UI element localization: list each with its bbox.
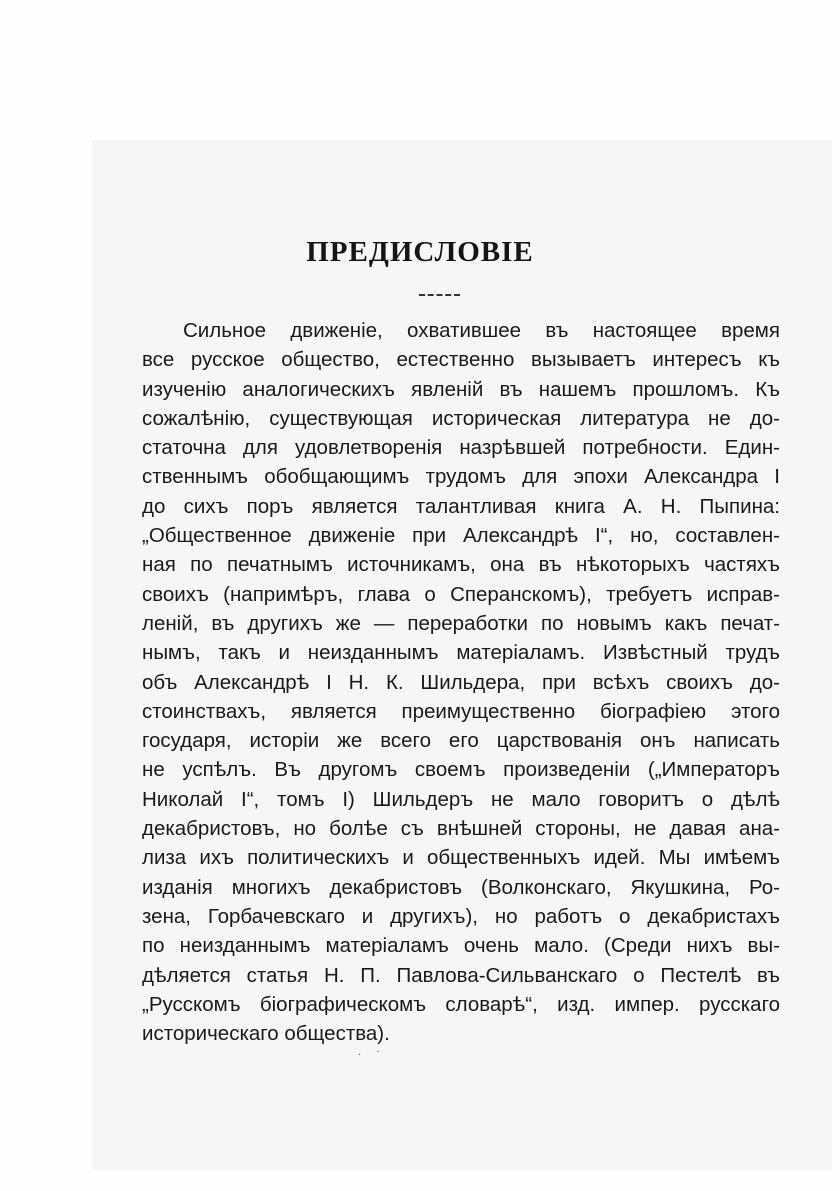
text-line: изученію аналогическихъ явленій въ нашемъ прошломъ. Къ [142, 377, 780, 401]
text-line: до сихъ поръ является талантливая книга А. Н. Пыпина: [142, 494, 780, 518]
text-line: изданія многихъ декабристовъ (Волконскаго, Якушкина, Ро- [142, 875, 780, 899]
text-line: зена, Горбачевскаго и другихъ), но работъ о декабристахъ [142, 904, 780, 928]
page-marks: . · [358, 1047, 386, 1058]
text-line: лиза ихъ политическихъ и общественныхъ идей. Мы имѣемъ [142, 846, 780, 870]
text-line: по неизданнымъ матеріаламъ очень мало. (Среди нихъ вы- [142, 934, 780, 958]
text-line: нымъ, такъ и неизданнымъ матеріаламъ. Извѣстный трудъ [142, 641, 780, 665]
text-line: „Русскомъ біографическомъ словарѣ“, изд. импер. русскаго [142, 992, 780, 1016]
text-line: леній, въ другихъ же — переработки по новымъ какъ печат- [142, 611, 780, 635]
text-line: все русское общество, естественно вызываетъ интересъ къ [142, 348, 780, 372]
text-line: дѣляется статья Н. П. Павлова-Сильванскаго о Пестелѣ въ [142, 963, 780, 987]
text-line: объ Александрѣ I Н. К. Шильдера, при всѣхъ своихъ до- [142, 670, 780, 694]
text-line: не успѣлъ. Въ другомъ своемъ произведеніи („Императоръ [142, 758, 780, 782]
text-line: сожалѣнію, существующая историческая литература не до- [142, 406, 780, 430]
text-line: Сильное движеніе, охватившее въ настоящее время [183, 319, 780, 342]
text-line: Николай I“, томъ I) Шильдеръ не мало говоритъ о дѣлѣ [142, 787, 780, 811]
text-line: государя, исторіи же всего его царствованія онъ написать [142, 729, 780, 753]
text-line: ная по печатнымъ источникамъ, она въ нѣкоторыхъ частяхъ [142, 553, 780, 577]
text-line: своихъ (напримѣръ, глава о Сперанскомъ), требуетъ исправ- [142, 582, 780, 606]
text-line: декабристовъ, но болѣе съ внѣшней стороны, не давая ана- [142, 817, 780, 841]
text-line: историческаго общества). [142, 1022, 390, 1046]
text-line: ственнымъ обобщающимъ трудомъ для эпохи Александра I [142, 465, 780, 489]
preface-paragraph [142, 316, 780, 1048]
text-line: стоинствахъ, является преимущественно біографіею этого [142, 699, 780, 723]
text-line: „Общественное движеніе при Александрѣ I“, но, составлен- [142, 524, 780, 548]
heading-rule [419, 294, 460, 296]
page-heading: ПРЕДИСЛОВІЕ [306, 236, 534, 268]
text-line: статочна для удовлетворенія назрѣвшей потребности. Един- [142, 436, 780, 460]
